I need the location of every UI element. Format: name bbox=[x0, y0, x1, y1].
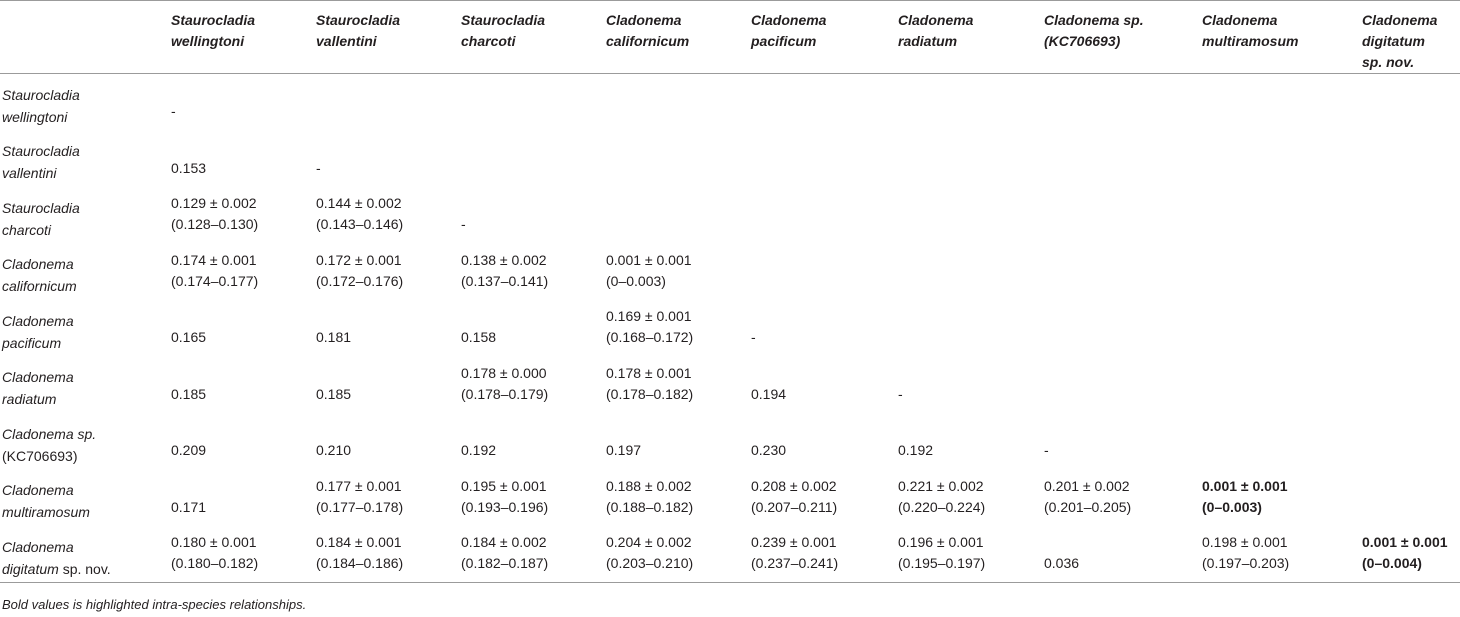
row-header bbox=[0, 243, 171, 300]
distance-cell: 0.158 bbox=[461, 329, 497, 345]
distance-cell: 0.181 bbox=[316, 329, 352, 345]
distance-cell bbox=[1202, 130, 1362, 187]
row-species-epithet: digitatum sp. nov. bbox=[2, 560, 111, 577]
distance-cell bbox=[1202, 356, 1362, 413]
distance-cell: 0.201 ± 0.002 (0.201–0.205) bbox=[1044, 477, 1132, 515]
distance-cell: 0.194 bbox=[751, 385, 787, 402]
distance-cell bbox=[898, 187, 1044, 244]
distance-cell: 0.204 ± 0.002 (0.203–0.210) bbox=[606, 533, 694, 571]
distance-cell: 0.001 ± 0.001 (0–0.003) bbox=[1202, 477, 1288, 515]
distance-cell bbox=[1202, 300, 1362, 357]
row-species-genus: Staurocladia bbox=[2, 199, 80, 216]
column-header: Cladonema californicum bbox=[606, 12, 690, 49]
distance-cell: 0.129 ± 0.002 (0.128–0.130) bbox=[171, 195, 259, 232]
distance-cell: - bbox=[1044, 442, 1049, 458]
distance-cell bbox=[1044, 74, 1202, 131]
distance-cell bbox=[1044, 130, 1202, 187]
column-header: Cladonema digitatum sp. nov. bbox=[1362, 12, 1438, 70]
distance-cell: 0.192 bbox=[461, 442, 497, 458]
distance-cell: 0.178 ± 0.001 (0.178–0.182) bbox=[606, 364, 694, 402]
distance-cell bbox=[1362, 469, 1460, 526]
distance-cell: 0.144 ± 0.002 (0.143–0.146) bbox=[316, 195, 404, 232]
distance-cell: 0.177 ± 0.001 (0.177–0.178) bbox=[316, 477, 404, 515]
distance-cell: 0.180 ± 0.001 (0.180–0.182) bbox=[171, 533, 259, 571]
column-header: Staurocladia wellingtoni bbox=[171, 12, 256, 49]
distance-cell: 0.172 ± 0.001 (0.172–0.176) bbox=[316, 251, 404, 289]
row-species-epithet: (KC706693) bbox=[2, 447, 78, 464]
distance-cell: 0.185 bbox=[171, 385, 207, 402]
row-species-genus: Cladonema bbox=[2, 482, 74, 498]
table-row bbox=[0, 413, 1460, 470]
row-species-genus: Cladonema bbox=[2, 538, 74, 555]
distance-cell: 0.195 ± 0.001 (0.193–0.196) bbox=[461, 477, 549, 515]
table-row bbox=[0, 74, 1460, 131]
distance-cell bbox=[1202, 413, 1362, 470]
distance-cell: - bbox=[898, 385, 903, 402]
row-header bbox=[0, 300, 171, 357]
table-footnote: Bold values is highlighted intra-species relationships. bbox=[2, 597, 307, 612]
distance-cell: 0.169 ± 0.001 (0.168–0.172) bbox=[606, 308, 694, 345]
row-header bbox=[0, 74, 171, 131]
distance-cell bbox=[1202, 74, 1362, 131]
table-row bbox=[0, 356, 1460, 413]
distance-cell bbox=[461, 74, 606, 131]
distance-cell bbox=[751, 243, 898, 300]
distance-cell: 0.153 bbox=[171, 159, 207, 176]
distance-cell bbox=[898, 300, 1044, 357]
distance-cell bbox=[1362, 413, 1460, 470]
row-species-epithet: charcoti bbox=[2, 221, 52, 238]
table-row bbox=[0, 243, 1460, 300]
distance-cell: 0.197 bbox=[606, 442, 642, 458]
row-species-epithet: wellingtoni bbox=[2, 109, 68, 125]
distance-cell: - bbox=[461, 216, 466, 232]
row-species-epithet: radiatum bbox=[2, 391, 57, 407]
distance-cell: 0.239 ± 0.001 (0.237–0.241) bbox=[751, 533, 839, 571]
distance-cell bbox=[606, 130, 751, 187]
row-species-genus: Cladonema sp. bbox=[2, 425, 97, 442]
distance-cell bbox=[898, 130, 1044, 187]
distance-cell: 0.198 ± 0.001 (0.197–0.203) bbox=[1202, 533, 1290, 571]
distance-cell: 0.174 ± 0.001 (0.174–0.177) bbox=[171, 251, 259, 289]
distance-cell: 0.210 bbox=[316, 442, 352, 458]
distance-cell: 0.001 ± 0.001 (0–0.004) bbox=[1362, 533, 1448, 571]
distance-cell bbox=[1202, 187, 1362, 244]
distance-cell bbox=[1362, 74, 1460, 131]
distance-cell: - bbox=[316, 159, 321, 176]
distance-cell: 0.196 ± 0.001 (0.195–0.197) bbox=[898, 533, 986, 571]
distance-cell: - bbox=[751, 329, 756, 345]
distance-cell bbox=[898, 243, 1044, 300]
row-header bbox=[0, 413, 171, 470]
distance-cell: 0.209 bbox=[171, 442, 207, 458]
table-row bbox=[0, 526, 1460, 583]
distance-cell bbox=[1362, 356, 1460, 413]
distance-cell: 0.208 ± 0.002 (0.207–0.211) bbox=[751, 477, 838, 515]
distance-cell bbox=[1044, 243, 1202, 300]
row-species-genus: Cladonema bbox=[2, 369, 74, 385]
row-species-genus: Cladonema bbox=[2, 256, 74, 272]
distance-cell bbox=[1362, 243, 1460, 300]
distance-cell bbox=[316, 74, 461, 131]
column-header: Staurocladia vallentini bbox=[316, 12, 401, 49]
row-species-epithet: vallentini bbox=[2, 165, 57, 181]
row-species-epithet: californicum bbox=[2, 278, 77, 294]
distance-cell: 0.178 ± 0.000 (0.178–0.179) bbox=[461, 364, 549, 402]
distance-cell: 0.221 ± 0.002 (0.220–0.224) bbox=[898, 477, 986, 515]
distance-cell: 0.184 ± 0.001 (0.184–0.186) bbox=[316, 533, 404, 571]
distance-cell bbox=[1044, 356, 1202, 413]
distance-cell bbox=[1044, 300, 1202, 357]
table-row bbox=[0, 469, 1460, 526]
distance-cell: 0.138 ± 0.002 (0.137–0.141) bbox=[461, 251, 549, 289]
table-body bbox=[0, 74, 1460, 583]
column-header: Staurocladia charcoti bbox=[461, 12, 546, 49]
distance-cell: 0.184 ± 0.002 (0.182–0.187) bbox=[461, 533, 549, 571]
row-species-epithet: pacificum bbox=[2, 334, 62, 351]
distance-cell: 0.036 bbox=[1044, 554, 1080, 571]
distance-cell: 0.001 ± 0.001 (0–0.003) bbox=[606, 251, 692, 289]
column-header: Cladonema sp. (KC706693) bbox=[1044, 12, 1144, 49]
distance-cell: 0.171 bbox=[171, 498, 207, 515]
table-row bbox=[0, 130, 1460, 187]
distance-cell: - bbox=[171, 103, 176, 119]
distance-cell: 0.188 ± 0.002 (0.188–0.182) bbox=[606, 477, 694, 515]
distance-cell bbox=[1362, 187, 1460, 244]
distance-cell: 0.230 bbox=[751, 442, 787, 458]
distance-cell bbox=[751, 74, 898, 131]
row-header bbox=[0, 130, 171, 187]
distance-cell bbox=[461, 130, 606, 187]
column-header: Cladonema pacificum bbox=[751, 12, 827, 49]
corner-cell bbox=[0, 1, 171, 74]
distance-cell bbox=[1362, 300, 1460, 357]
distance-cell: 0.185 bbox=[316, 385, 352, 402]
row-header bbox=[0, 469, 171, 526]
row-species-genus: Staurocladia bbox=[2, 143, 80, 159]
distance-cell bbox=[751, 187, 898, 244]
row-header bbox=[0, 187, 171, 244]
distance-cell bbox=[1202, 243, 1362, 300]
distance-cell bbox=[1044, 187, 1202, 244]
distance-cell: 0.165 bbox=[171, 329, 207, 345]
row-species-epithet: multiramosum bbox=[2, 504, 90, 520]
distance-cell: 0.192 bbox=[898, 442, 934, 458]
distance-cell bbox=[606, 74, 751, 131]
distance-cell bbox=[606, 187, 751, 244]
row-header bbox=[0, 526, 171, 583]
header-row bbox=[0, 1, 1460, 74]
row-species-genus: Cladonema bbox=[2, 312, 74, 329]
distance-cell bbox=[1362, 130, 1460, 187]
distance-cell bbox=[898, 74, 1044, 131]
column-header: Cladonema multiramosum bbox=[1202, 12, 1299, 49]
row-species-genus: Staurocladia bbox=[2, 87, 80, 103]
table-row bbox=[0, 300, 1460, 357]
distance-cell bbox=[751, 130, 898, 187]
column-header: Cladonema radiatum bbox=[898, 12, 974, 49]
table-row bbox=[0, 187, 1460, 244]
row-header bbox=[0, 356, 171, 413]
